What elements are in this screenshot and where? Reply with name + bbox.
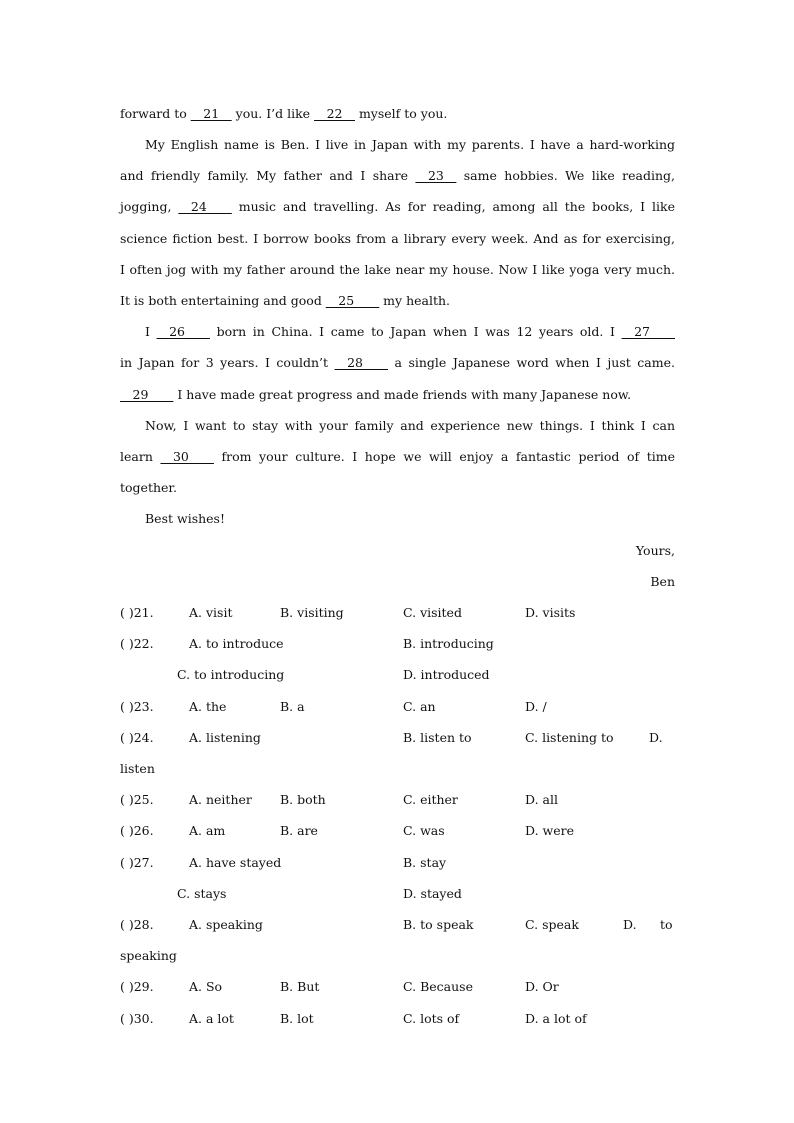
passage-line <box>120 106 675 124</box>
text: together. <box>120 480 177 495</box>
option-b[interactable]: B. both <box>280 792 326 807</box>
text: science fiction best. I borrow books from a library every week. And as for exercising, <box>120 231 675 246</box>
question-number: ( )30. <box>120 1011 154 1026</box>
passage-line <box>120 168 675 186</box>
text: from your culture. I hope we will enjoy a fantastic period of time <box>213 449 675 464</box>
option-a[interactable]: A. listening <box>189 730 261 745</box>
blank-27: __27____ <box>621 324 676 339</box>
question-number: ( )22. <box>120 636 154 651</box>
text: I <box>145 324 157 339</box>
text: Now, I want to stay with your family and experience new things. I think I can <box>145 418 675 433</box>
passage-line <box>145 418 675 436</box>
option-c[interactable]: C. was <box>403 823 445 838</box>
option-c[interactable]: C. listening to <box>525 730 614 745</box>
option-a[interactable]: A. the <box>189 699 227 714</box>
blank-30: __30____ <box>160 449 214 464</box>
text: My English name is Ben. I live in Japan with my parents. I have a hard-working <box>145 137 675 152</box>
blank-29: __29____ <box>120 387 174 402</box>
option-b[interactable]: B. are <box>280 823 318 838</box>
passage-line <box>120 231 675 249</box>
text: music and travelling. As for reading, among all the books, I like <box>231 199 675 214</box>
blank-28: __28____ <box>334 355 388 370</box>
option-b[interactable]: B. to speak <box>403 917 474 932</box>
option-b[interactable]: B. But <box>280 979 320 994</box>
text: born in China. I came to Japan when I was 12 years old. I <box>209 324 622 339</box>
option-c[interactable]: C. lots of <box>403 1011 460 1026</box>
text: forward to <box>120 106 191 121</box>
option-b[interactable]: B. visiting <box>280 605 344 620</box>
option-c[interactable]: C. visited <box>403 605 462 620</box>
option-d-text[interactable]: to <box>660 917 673 932</box>
option-d[interactable]: D. <box>649 730 663 745</box>
option-d[interactable]: D. <box>623 917 637 932</box>
yours <box>120 543 675 561</box>
question-number: ( )28. <box>120 917 154 932</box>
passage-line <box>120 449 675 467</box>
text: Best wishes! <box>145 511 225 526</box>
question-number: ( )26. <box>120 823 154 838</box>
signature <box>120 574 675 592</box>
passage-line <box>145 324 675 342</box>
option-c[interactable]: C. an <box>403 699 436 714</box>
option-d-text[interactable]: listen <box>120 761 155 776</box>
option-c[interactable]: C. to introducing <box>177 667 285 682</box>
option-c[interactable]: C. speak <box>525 917 579 932</box>
blank-26: __26____ <box>156 324 210 339</box>
option-b[interactable]: B. lot <box>280 1011 314 1026</box>
option-d[interactable]: D. were <box>525 823 574 838</box>
passage-line <box>120 262 675 280</box>
option-b[interactable]: B. stay <box>403 855 447 870</box>
option-a[interactable]: A. to introduce <box>189 636 284 651</box>
passage-line <box>120 199 675 217</box>
text: you. I’d like <box>231 106 315 121</box>
question-number: ( )21. <box>120 605 154 620</box>
text: jogging, <box>120 199 179 214</box>
text: Yours, <box>635 543 675 558</box>
option-c[interactable]: C. either <box>403 792 458 807</box>
option-d[interactable]: D. / <box>525 699 547 714</box>
text: in Japan for 3 years. I couldn’t <box>120 355 335 370</box>
question-number: ( )25. <box>120 792 154 807</box>
blank-23: __23__ <box>415 168 457 183</box>
blank-22: __22__ <box>314 106 355 121</box>
option-d-text[interactable]: speaking <box>120 948 177 963</box>
text: It is both entertaining and good <box>120 293 326 308</box>
text: same hobbies. We like reading, <box>456 168 675 183</box>
option-a[interactable]: A. visit <box>189 605 233 620</box>
option-d[interactable]: D. a lot of <box>525 1011 587 1026</box>
option-c[interactable]: C. stays <box>177 886 227 901</box>
text: a single Japanese word when I just came. <box>387 355 675 370</box>
question-number: ( )27. <box>120 855 154 870</box>
passage-line <box>120 480 675 498</box>
passage-line <box>120 355 675 373</box>
blank-25: __25____ <box>325 293 380 308</box>
text: and friendly family. My father and I share <box>120 168 416 183</box>
option-d[interactable]: D. all <box>525 792 558 807</box>
passage-line <box>145 137 675 155</box>
blank-21: __21__ <box>190 106 232 121</box>
blank-24: __24____ <box>178 199 232 214</box>
option-b[interactable]: B. a <box>280 699 305 714</box>
question-number: ( )24. <box>120 730 154 745</box>
option-a[interactable]: A. So <box>189 979 223 994</box>
option-d[interactable]: D. introduced <box>403 667 490 682</box>
option-d[interactable]: D. Or <box>525 979 559 994</box>
question-number: ( )23. <box>120 699 154 714</box>
text: I often jog with my father around the lake near my house. Now I like yoga very much. <box>120 262 675 277</box>
option-a[interactable]: A. neither <box>189 792 252 807</box>
question-number: ( )29. <box>120 979 154 994</box>
text: Ben <box>650 574 675 589</box>
option-b[interactable]: B. listen to <box>403 730 472 745</box>
passage-line <box>120 387 675 405</box>
text: my health. <box>379 293 451 308</box>
text: I have made great progress and made friends with many Japanese now. <box>173 387 632 402</box>
option-d[interactable]: D. visits <box>525 605 576 620</box>
option-a[interactable]: A. a lot <box>189 1011 234 1026</box>
passage-line <box>120 293 675 311</box>
option-c[interactable]: C. Because <box>403 979 473 994</box>
text: myself to you. <box>354 106 448 121</box>
closing <box>145 511 675 529</box>
option-a[interactable]: A. am <box>189 823 226 838</box>
option-b[interactable]: B. introducing <box>403 636 494 651</box>
option-a[interactable]: A. speaking <box>189 917 263 932</box>
text: learn <box>120 449 161 464</box>
option-d[interactable]: D. stayed <box>403 886 462 901</box>
option-a[interactable]: A. have stayed <box>189 855 282 870</box>
